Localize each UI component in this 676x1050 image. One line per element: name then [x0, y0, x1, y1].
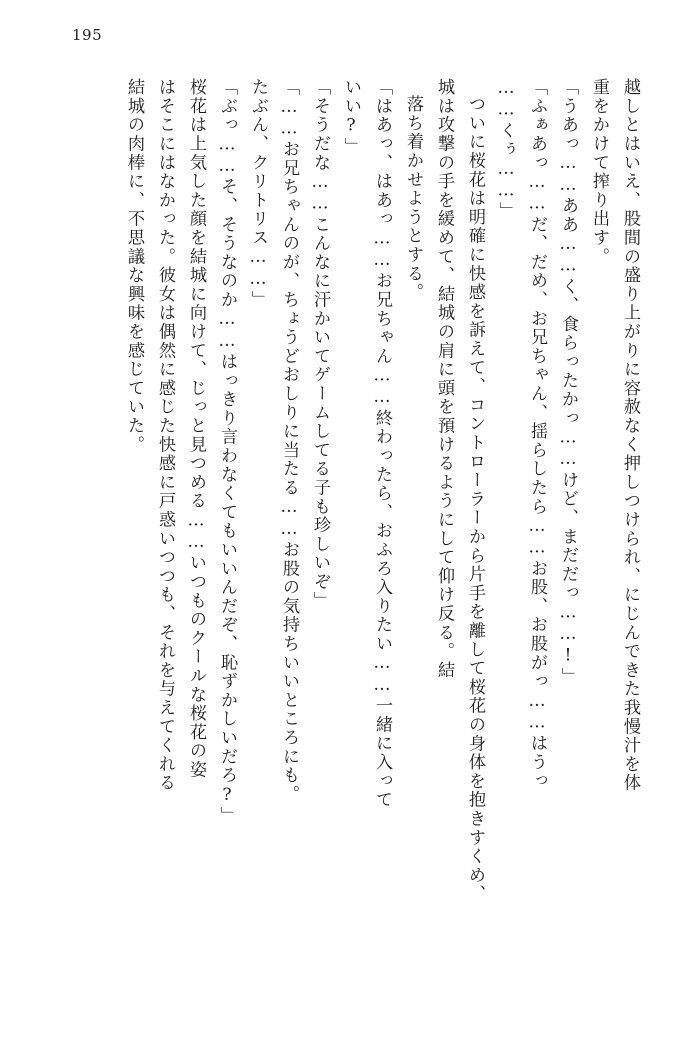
text-line: ……くぅ……」 — [496, 78, 516, 221]
text-line: たぶん、クリトリス……」 — [248, 78, 268, 310]
text-line: 重をかけて搾り出す。 — [589, 78, 609, 266]
text-line: ついに桜花は明確に快感を訴えて、コントローラーから片手を離して桜花の身体を抱きすくめ、 — [465, 95, 485, 904]
text-line: 「うあっ……ああ……く、食らったかっ……けど、まだだっ……!」 — [558, 78, 578, 686]
vertical-text-body — [34, 78, 638, 1022]
text-line: いい?」 — [341, 78, 361, 156]
text-line: 「……お兄ちゃんのが、ちょうどおしりに当たる……お股の気持ちいいところにも。 — [279, 78, 299, 804]
page-number: 195 — [72, 26, 103, 44]
text-line: 「はあっ、はあっ……お兄ちゃん……終わったら、おふろ入りたい……一緒に入って — [372, 78, 392, 810]
text-line: 「ふぁあっ……だ、だめ、お兄ちゃん、揺らしたら……お股、お股がっ……はうっ — [527, 78, 547, 791]
text-line: 「そうだな……こんなに汗かいてゲームしてる子も珍しいぞ」 — [310, 78, 330, 610]
text-line: 落ち着かせようとする。 — [403, 95, 423, 302]
text-line: 城は攻撃の手を緩めて、結城の肩に頭を預けるようにして仰け反る。結 — [434, 78, 454, 680]
text-line: 桜花は上気した顔を結城に向けて、じっと見つめる……いつものクールな桜花の姿 — [186, 78, 206, 780]
text-line: 「ぶっ……そ、そうなのか……はっきり言わなくてもいいんだぞ、恥ずかしいだろ?」 — [217, 78, 237, 826]
text-line: はそこにはなかった。彼女は偶然に感じた快感に戸惑いつつも、それを与えてくれる — [155, 78, 175, 793]
text-line: 越しとはいえ、股間の盛り上がりに容赦なく押しつけられ、にじんできた我慢汁を体 — [620, 78, 640, 793]
text-line: 結城の肉棒に、不思議な興味を感じていた。 — [124, 78, 144, 454]
